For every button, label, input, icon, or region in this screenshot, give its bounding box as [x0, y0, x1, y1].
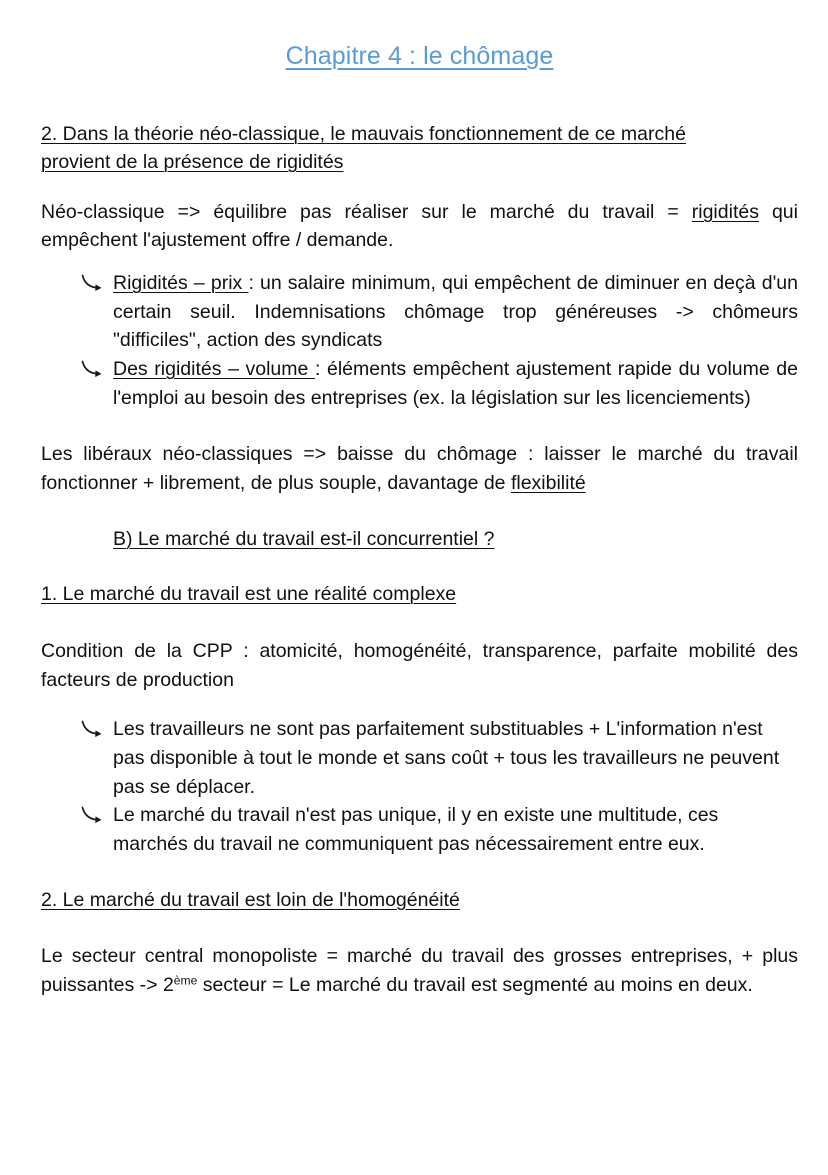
- list-item-emphasis: Des rigidités – volume: [113, 357, 315, 380]
- spacer: [41, 412, 798, 440]
- curved-arrow-icon: [80, 719, 106, 741]
- page-title-text: Chapitre 4 : le chômage: [285, 42, 554, 70]
- page-title: [41, 0, 798, 72]
- list-item: [41, 715, 798, 801]
- paragraph-neoclassique: [41, 198, 798, 255]
- bullet-list-rigidites: [41, 269, 798, 412]
- spacer: [41, 553, 798, 581]
- list-item-text: Les travailleurs ne sont pas parfaitement substituables + L'information n'est pas disponible à tout le monde et sans coût + tous les travailleurs ne peuvent pas se déplacer.: [113, 718, 780, 798]
- curved-arrow-icon: [80, 805, 106, 827]
- heading-section-B-text: B) Le marché du travail est-il concurrentiel ?: [113, 527, 495, 550]
- curved-arrow-icon: [80, 359, 106, 381]
- paragraph-neoclassique-part-2: qui empêchent l'ajustement offre / demande.: [41, 200, 798, 252]
- paragraph-liberaux: [41, 440, 798, 497]
- spacer: [41, 177, 798, 198]
- heading-subsection-1-text: 1. Le marché du travail est une réalité complexe: [41, 583, 457, 606]
- bullet-list-complexite: [41, 715, 798, 858]
- document-content: [41, 0, 798, 1000]
- spacer: [41, 72, 798, 121]
- paragraph-secteur-part-1: Le secteur central monopoliste = marché du travail des grosses entreprises, + plus puissantes -> 2: [41, 945, 798, 996]
- spacer: [41, 914, 798, 942]
- heading-section-B: [41, 526, 798, 554]
- spacer: [41, 609, 798, 637]
- list-item-emphasis: Rigidités – prix: [113, 271, 249, 294]
- spacer: [41, 694, 798, 715]
- paragraph-secteur: [41, 942, 798, 999]
- spacer: [41, 859, 798, 887]
- list-item-text: Le marché du travail n'est pas unique, il y en existe une multitude, ces marchés du travail ne communiquent pas nécessairement entre eux.: [113, 804, 719, 855]
- paragraph-secteur-superscript: ème: [173, 973, 198, 988]
- paragraph-neoclassique-emphasis: rigidités: [691, 200, 759, 223]
- list-item: [41, 801, 798, 858]
- paragraph-secteur-part-2: secteur = Le marché du travail est segmenté au moins en deux.: [197, 973, 753, 996]
- heading-subsection-2-text: 2. Le marché du travail est loin de l'homogénéité: [41, 888, 460, 911]
- list-item: [41, 355, 798, 412]
- paragraph-liberaux-part-1: Les libéraux néo-classiques => baisse du chômage : laisser le marché du travail fonctionner + librement, de plus souple, davantage de: [41, 443, 798, 494]
- heading-section-2-line-1: 2. Dans la théorie néo-classique, le mauvais fonctionnement de ce marché: [41, 123, 686, 146]
- list-item-text: : un salaire minimum, qui empêchent de diminuer en deçà d'un certain seuil. Indemnisations chômage trop généreuses -> chômeurs "difficiles", action des syndicats: [113, 271, 798, 352]
- spacer: [41, 255, 798, 269]
- paragraph-neoclassique-part-1: Néo-classique => équilibre pas réaliser sur le marché du travail =: [41, 200, 692, 223]
- heading-section-2-line-2: provient de la présence de rigidités: [41, 150, 344, 173]
- heading-subsection-1: [41, 581, 798, 609]
- curved-arrow-icon: [80, 273, 106, 295]
- heading-section-2: [41, 121, 798, 176]
- paragraph-cpp: Condition de la CPP : atomicité, homogénéité, transparence, parfaite mobilité des facteurs de production: [41, 639, 798, 691]
- spacer: [41, 498, 798, 526]
- heading-subsection-2: [41, 887, 798, 915]
- list-item: [41, 269, 798, 355]
- list-item-text: : éléments empêchent ajustement rapide du volume de l'emploi au besoin des entreprises (ex. la législation sur les licenciements): [113, 357, 799, 409]
- paragraph-liberaux-emphasis: flexibilité: [510, 471, 586, 494]
